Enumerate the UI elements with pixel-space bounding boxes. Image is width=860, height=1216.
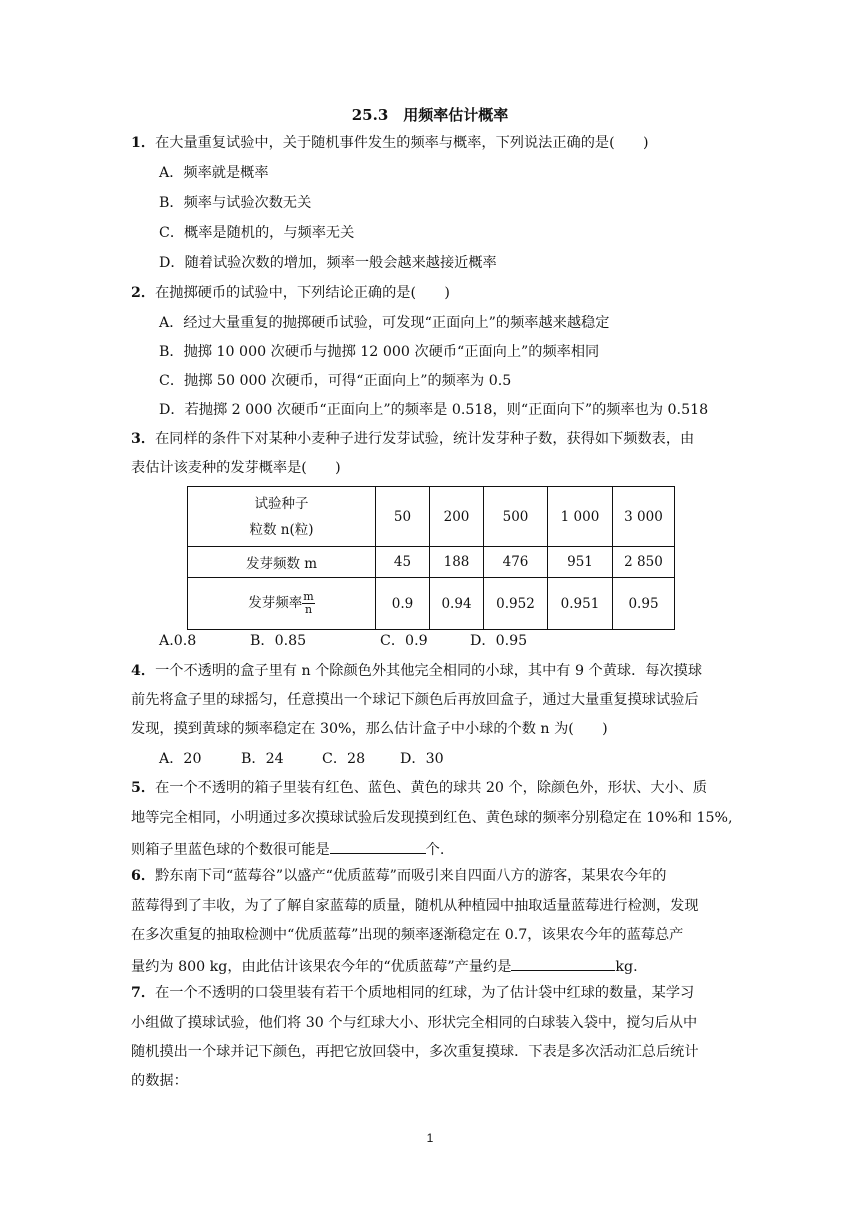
option-c: C．0.9	[380, 633, 428, 649]
frequency-table	[187, 486, 675, 630]
question-text: 一个不透明的盒子里有 n 个除颜色外其他完全相同的小球，其中有 9 个黄球．每次摸球	[155, 663, 703, 679]
option-d: D．30	[400, 751, 444, 767]
page-number: 1	[426, 1131, 434, 1145]
table-row	[188, 487, 675, 547]
row-header-label: 发芽频率	[248, 595, 303, 611]
question-text: 黔东南下司“蓝莓谷”以盛产“优质蓝莓”而吸引来自四面八方的游客，某果农今年的	[155, 868, 667, 884]
question-text-cont: 表估计该麦种的发芽概率是( )	[131, 460, 341, 476]
option-d: D．若抛掷 2 000 次硬币“正面向上”的频率是 0.518，则“正面向下”的频率也为 0.518	[159, 402, 709, 418]
table-cell: 476	[484, 547, 548, 578]
question-text: 在同样的条件下对某种小麦种子进行发芽试验，统计发芽种子数，获得如下频数表，由	[155, 431, 695, 447]
table-cell: 45	[376, 547, 430, 578]
option-b: B．抛掷 10 000 次硬币与抛掷 12 000 次硬币“正面向上”的频率相同	[159, 344, 600, 360]
table-cell: 2 850	[613, 547, 675, 578]
question-1	[131, 133, 649, 153]
question-text-cont: 前先将盒子里的球摇匀，任意摸出一个球记下颜色后再放回盒子，通过大量重复摸球试验后	[131, 692, 699, 708]
question-number: 1．	[131, 135, 156, 151]
page-title: 25.3 用频率估计概率	[351, 106, 509, 124]
row-header	[188, 578, 376, 630]
table-row	[188, 578, 675, 630]
table-cell: 0.94	[430, 578, 484, 630]
option-a: A．经过大量重复的抛掷硬币试验，可发现“正面向上”的频率越来越稳定	[159, 315, 610, 331]
question-number: 4．	[131, 663, 156, 679]
question-text-cont: 随机摸出一个球并记下颜色，再把它放回袋中，多次重复摸球．下表是多次活动汇总后统计	[131, 1044, 699, 1060]
option-b: B．0.85	[250, 633, 307, 649]
question-text: 在抛掷硬币的试验中，下列结论正确的是( )	[155, 285, 450, 301]
option-d: D．随着试验次数的增加，频率一般会越来越接近概率	[159, 255, 497, 271]
option-d: D．0.95	[470, 633, 528, 649]
table-cell: 188	[430, 547, 484, 578]
table-cell: 0.95	[613, 578, 675, 630]
table-cell: 0.951	[548, 578, 613, 630]
table-cell: 50	[376, 487, 430, 547]
question-number: 5．	[131, 780, 156, 796]
fraction	[302, 591, 314, 616]
table-row	[188, 547, 675, 578]
table-cell: 200	[430, 487, 484, 547]
option-b: B．频率与试验次数无关	[159, 195, 312, 211]
question-6	[131, 866, 666, 886]
option-a: A．频率就是概率	[159, 165, 269, 181]
question-text: kg.	[615, 959, 638, 975]
table-cell: 500	[484, 487, 548, 547]
question-2	[131, 283, 450, 303]
question-text-cont: 在多次重复的抽取检测中“优质蓝莓”出现的频率逐渐稳定在 0.7，该果农今年的蓝莓总产	[131, 927, 684, 943]
table-cell: 0.9	[376, 578, 430, 630]
question-text-cont: 小组做了摸球试验，他们将 30 个与红球大小、形状完全相同的白球装入袋中，搅匀后从中	[131, 1015, 698, 1031]
option-c: C．概率是随机的，与频率无关	[159, 225, 355, 241]
question-text: 在大量重复试验中，关于随机事件发生的频率与概率，下列说法正确的是( )	[155, 135, 649, 151]
answer-blank[interactable]	[511, 954, 615, 971]
option-a: A．20	[159, 751, 202, 767]
row-header-line: 试验种子	[254, 495, 309, 512]
question-text-cont: 发现，摸到黄球的频率稳定在 30%，那么估计盒子中小球的个数 n 为( )	[131, 721, 608, 737]
question-7	[131, 983, 694, 1003]
question-text-cont	[131, 954, 638, 977]
question-text: 在一个不透明的箱子里装有红色、蓝色、黄色的球共 20 个，除颜色外，形状、大小、质	[155, 780, 708, 796]
fraction-denominator: n	[304, 603, 313, 616]
question-4	[131, 661, 702, 681]
question-5	[131, 778, 707, 798]
question-text: 在一个不透明的口袋里装有若干个质地相同的红球，为了估计袋中红球的数量，某学习	[155, 985, 695, 1001]
question-text-cont: 地等完全相同，小明通过多次摸球试验后发现摸到红色、黄色球的频率分别稳定在 10%和 15%,	[131, 810, 733, 826]
question-number: 3．	[131, 431, 156, 447]
question-text: 量约为 800 kg，由此估计该果农今年的“优质蓝莓”产量约是	[131, 959, 512, 975]
option-b: B．24	[241, 751, 284, 767]
table-cell: 0.952	[484, 578, 548, 630]
answer-blank[interactable]	[330, 837, 426, 854]
question-text-cont: 蓝莓得到了丰收，为了了解自家蓝莓的质量，随机从种植园中抽取适量蓝莓进行检测，发现	[131, 898, 699, 914]
option-c: C．28	[322, 751, 366, 767]
table-cell: 1 000	[548, 487, 613, 547]
question-text-cont: 的数据：	[131, 1073, 188, 1089]
question-3	[131, 429, 694, 449]
question-number: 6．	[131, 868, 156, 884]
question-text: 则箱子里蓝色球的个数很可能是	[131, 842, 330, 858]
question-number: 7．	[131, 985, 156, 1001]
question-number: 2．	[131, 285, 156, 301]
question-text: 个.	[425, 842, 445, 858]
option-a: A.0.8	[159, 633, 197, 649]
table-cell: 3 000	[613, 487, 675, 547]
fraction-numerator: m	[303, 590, 314, 603]
row-header-line: 粒数 n(粒)	[249, 521, 314, 538]
row-header: 发芽频数 m	[188, 547, 376, 578]
table-cell: 951	[548, 547, 613, 578]
row-header	[188, 487, 376, 547]
option-c: C．抛掷 50 000 次硬币，可得“正面向上”的频率为 0.5	[159, 373, 512, 389]
question-text-cont	[131, 837, 444, 860]
